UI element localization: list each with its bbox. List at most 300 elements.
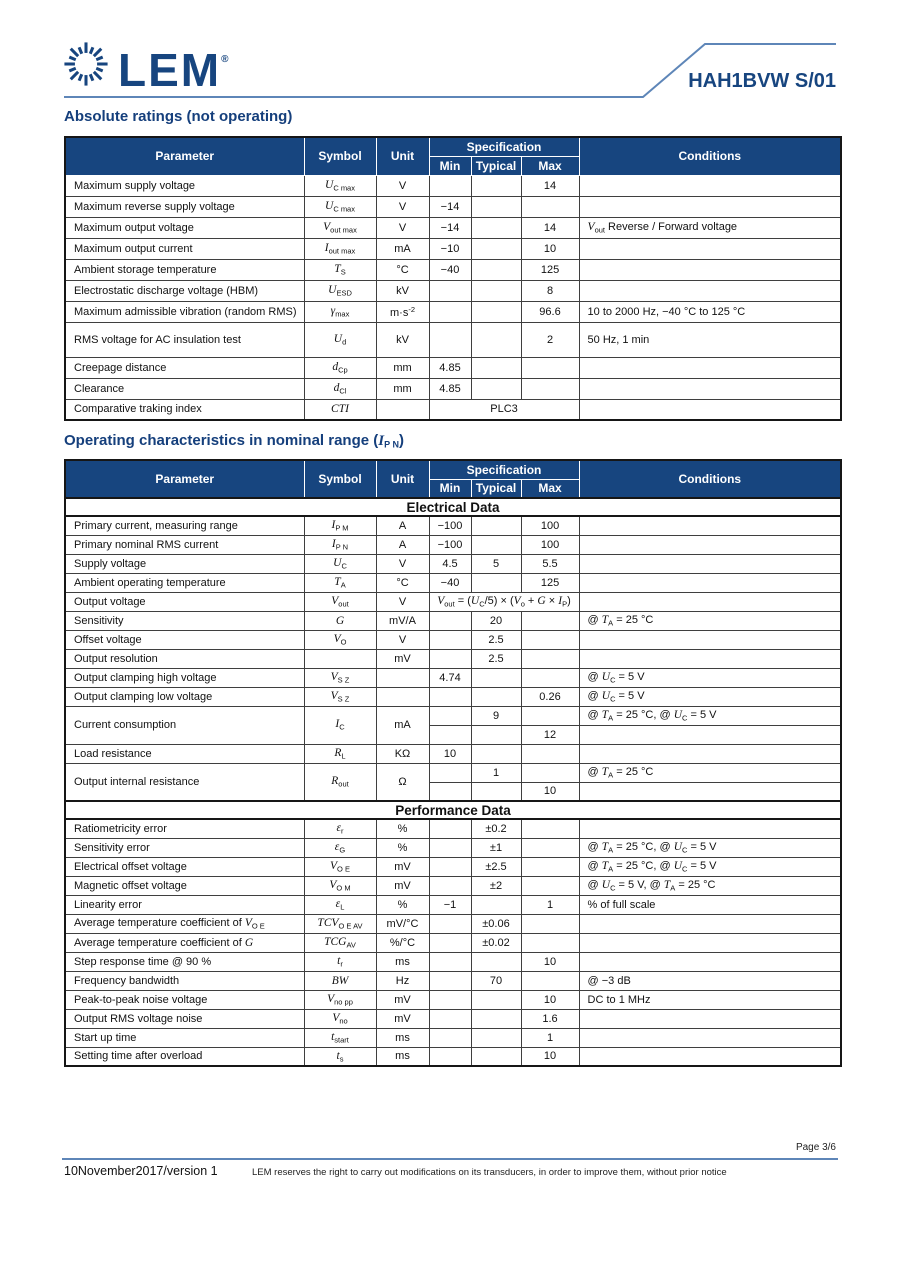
cell-max [521,378,579,399]
cell-symbol: G [304,611,376,630]
cell-max [521,819,579,838]
cell-max: 100 [521,516,579,535]
cell-symbol: $V_{S Z}$ [304,687,376,706]
cell-max [521,196,579,217]
cell-typical [471,217,521,238]
cell-conditions: @ $U_C = 5$ V, @ $T_A = 25$ °C [579,876,841,895]
col-header-parameter: Parameter [65,460,304,498]
table-row [65,573,841,592]
cell-typical [471,322,521,357]
cell-conditions [579,1028,841,1047]
cell-symbol: $I_C$ [304,706,376,744]
cell-symbol: $I_{P M}$ [304,516,376,535]
section-row [65,498,841,516]
cell-min: −14 [429,217,471,238]
cell-symbol: $\varepsilon_L$ [304,895,376,914]
cell-unit: A [376,535,429,554]
cell-parameter: Comparative traking index [65,399,304,420]
cell-min [429,1047,471,1066]
table-row [65,687,841,706]
table-row [65,175,841,196]
cell-min [429,687,471,706]
lem-wordmark-text: LEM [118,44,222,96]
cell-unit: mm [376,357,429,378]
cell-max [521,857,579,876]
cell-parameter: Ambient operating temperature [65,573,304,592]
cell-symbol: $TCV_{O E AV}$ [304,914,376,933]
cell-parameter: Primary current, measuring range [65,516,304,535]
col-header-unit: Unit [376,460,429,498]
cell-max [521,744,579,763]
cell-min [429,649,471,668]
footer-rule-line [62,1158,838,1160]
cell-unit: V [376,196,429,217]
cell-parameter: Output voltage [65,592,304,611]
table-row [65,876,841,895]
cell-symbol: $\gamma_{max}$ [304,301,376,322]
cell-conditions: 50 Hz, 1 min [579,322,841,357]
cell-max: 1 [521,1028,579,1047]
cell-max [521,357,579,378]
cell-typical: ±2.5 [471,857,521,876]
cell-parameter: Maximum admissible vibration (random RMS) [65,301,304,322]
cell-symbol: $U_d$ [304,322,376,357]
cell-typical [471,725,521,744]
cell-unit: V [376,217,429,238]
table-row [65,259,841,280]
cell-symbol: $\varepsilon_G$ [304,838,376,857]
cell-min [429,990,471,1009]
cell-symbol: $U_{C max}$ [304,175,376,196]
cell-parameter: Sensitivity [65,611,304,630]
cell-spec-span: PLC3 [429,399,579,420]
cell-typical [471,196,521,217]
cell-max: 10 [521,990,579,1009]
cell-unit: % [376,838,429,857]
cell-typical [471,238,521,259]
cell-parameter: Step response time @ 90 % [65,952,304,971]
footer-disclaimer: LEM reserves the right to carry out modifications on its transducers, in order to improve them, without prior notice [252,1167,727,1178]
cell-max: 1.6 [521,1009,579,1028]
cell-min: 4.74 [429,668,471,687]
col-header-specification: Specification [429,460,579,479]
cell-symbol: $d_{Cp}$ [304,357,376,378]
cell-min [429,725,471,744]
col-header-conditions: Conditions [579,137,841,175]
cell-min: −100 [429,535,471,554]
cell-parameter: Frequency bandwidth [65,971,304,990]
table-row [65,516,841,535]
cell-parameter: Electrical offset voltage [65,857,304,876]
cell-min [429,706,471,725]
cell-symbol: $t_s$ [304,1047,376,1066]
cell-symbol: $t_r$ [304,952,376,971]
cell-max: 10 [521,952,579,971]
table-row [65,895,841,914]
cell-unit: $m\cdot s^{-2}$ [376,301,429,322]
cell-symbol: $t_{start}$ [304,1028,376,1047]
cell-typical [471,573,521,592]
cell-unit: °C [376,259,429,280]
section-row [65,801,841,819]
cell-symbol: BW [304,971,376,990]
cell-unit: Hz [376,971,429,990]
cell-symbol: $T_A$ [304,573,376,592]
cell-min [429,914,471,933]
table-row [65,838,841,857]
cell-unit: ms [376,1028,429,1047]
cell-parameter: Maximum output voltage [65,217,304,238]
cell-parameter: Maximum supply voltage [65,175,304,196]
cell-conditions [579,630,841,649]
cell-conditions [579,933,841,952]
cell-unit: V [376,175,429,196]
cell-conditions: @ $T_A = 25$ °C, @ $U_C = 5$ V [579,706,841,725]
cell-typical [471,744,521,763]
cell-max: 0.26 [521,687,579,706]
cell-typical: 2.5 [471,649,521,668]
cell-conditions [579,535,841,554]
cell-max: 125 [521,573,579,592]
cell-conditions: @ $T_A = 25$ °C, @ $U_C = 5$ V [579,857,841,876]
cell-typical: 2.5 [471,630,521,649]
table-row [65,857,841,876]
cell-conditions: % of full scale [579,895,841,914]
cell-max [521,668,579,687]
col-header-max: Max [521,479,579,498]
table-row [65,971,841,990]
cell-max [521,649,579,668]
cell-max: 5.5 [521,554,579,573]
cell-unit: V [376,554,429,573]
cell-typical [471,687,521,706]
cell-min [429,280,471,301]
col-header-symbol: Symbol [304,460,376,498]
cell-symbol: $V_{no}$ [304,1009,376,1028]
cell-min: −40 [429,259,471,280]
cell-typical: ±0.2 [471,819,521,838]
cell-conditions [579,175,841,196]
col-header-parameter: Parameter [65,137,304,175]
cell-typical [471,357,521,378]
table-row [65,990,841,1009]
cell-symbol: $R_{out}$ [304,763,376,801]
table-row [65,399,841,420]
cell-conditions: @ $U_C = 5$ V [579,668,841,687]
cell-conditions [579,1047,841,1066]
cell-min [429,1009,471,1028]
cell-parameter: Output RMS voltage noise [65,1009,304,1028]
cell-conditions [579,378,841,399]
cell-unit: mV/A [376,611,429,630]
col-header-specification: Specification [429,137,579,156]
operating-characteristics-table [64,459,842,1067]
cell-parameter: Output internal resistance [65,763,304,801]
table-row [65,554,841,573]
footer-version: 10November2017/version 1 [64,1164,218,1178]
product-code: HAH1BVW S/01 [688,70,836,92]
cell-typical [471,895,521,914]
lem-logo [58,34,230,96]
cell-typical [471,259,521,280]
cell-typical: 9 [471,706,521,725]
cell-max: 1 [521,895,579,914]
cell-symbol: $I_{P N}$ [304,535,376,554]
cell-parameter: Maximum output current [65,238,304,259]
cell-min [429,952,471,971]
cell-parameter: Output clamping high voltage [65,668,304,687]
col-header-min: Min [429,479,471,498]
cell-min: −1 [429,895,471,914]
page-number: Page 3/6 [795,1142,836,1153]
cell-min [429,933,471,952]
cell-unit: mm [376,378,429,399]
cell-unit: mA [376,706,429,744]
cell-parameter: Creepage distance [65,357,304,378]
cell-max: 14 [521,217,579,238]
col-header-symbol: Symbol [304,137,376,175]
table-row [65,668,841,687]
table-row [65,592,841,611]
cell-min [429,819,471,838]
cell-typical [471,175,521,196]
cell-symbol: $d_{Cl}$ [304,378,376,399]
cell-max [521,706,579,725]
cell-unit: mV [376,876,429,895]
cell-typical [471,668,521,687]
col-header-max: Max [521,156,579,175]
cell-conditions [579,196,841,217]
cell-parameter: Clearance [65,378,304,399]
absolute-ratings-table [64,136,842,421]
cell-conditions: DC to 1 MHz [579,990,841,1009]
cell-max: 12 [521,725,579,744]
cell-conditions [579,744,841,763]
cell-max: 10 [521,1047,579,1066]
cell-min [429,763,471,782]
table-row [65,1047,841,1066]
table-row [65,322,841,357]
table-row [65,630,841,649]
cell-conditions [579,259,841,280]
section-row-title: Performance Data [65,801,841,819]
cell-parameter: Output resolution [65,649,304,668]
cell-min [429,971,471,990]
cell-min: 4.85 [429,357,471,378]
table-row [65,933,841,952]
cell-conditions [579,516,841,535]
table-row [65,649,841,668]
cell-parameter: Maximum reverse supply voltage [65,196,304,217]
cell-min [429,782,471,801]
cell-symbol: $V_{S Z}$ [304,668,376,687]
cell-min: −40 [429,573,471,592]
cell-conditions [579,280,841,301]
cell-conditions: @ $T_A = 25$ °C [579,611,841,630]
cell-unit: V [376,630,429,649]
cell-symbol: $T_S$ [304,259,376,280]
cell-unit: mV [376,1009,429,1028]
cell-parameter: Offset voltage [65,630,304,649]
cell-max [521,838,579,857]
table-row [65,217,841,238]
cell-symbol: $V_{out}$ [304,592,376,611]
cell-conditions: @ $U_C = 5$ V [579,687,841,706]
cell-max [521,914,579,933]
cell-symbol: $U_{ESD}$ [304,280,376,301]
cell-max [521,763,579,782]
cell-min [429,838,471,857]
cell-conditions [579,399,841,420]
cell-max: 2 [521,322,579,357]
col-header-typical: Typical [471,156,521,175]
cell-typical [471,301,521,322]
cell-symbol [304,649,376,668]
col-header-typical: Typical [471,479,521,498]
cell-min [429,611,471,630]
cell-unit: A [376,516,429,535]
cell-parameter: Setting time after overload [65,1047,304,1066]
cell-min [429,876,471,895]
table-row [65,301,841,322]
cell-symbol: $U_{C max}$ [304,196,376,217]
cell-min: 10 [429,744,471,763]
cell-min: −10 [429,238,471,259]
cell-parameter: RMS voltage for AC insulation test [65,322,304,357]
cell-conditions [579,592,841,611]
cell-parameter: Linearity error [65,895,304,914]
cell-min: 4.5 [429,554,471,573]
cell-conditions: @ −3 dB [579,971,841,990]
cell-conditions [579,357,841,378]
cell-typical [471,952,521,971]
cell-conditions: 10 to 2000 Hz, −40 °C to 125 °C [579,301,841,322]
cell-conditions [579,952,841,971]
col-header-min: Min [429,156,471,175]
table-row [65,706,841,725]
table-header-row [65,460,841,479]
lem-wordmark [118,34,230,96]
table-row [65,1028,841,1047]
cell-symbol: $R_L$ [304,744,376,763]
table-row [65,819,841,838]
cell-symbol: $TCG_{AV}$ [304,933,376,952]
table-row [65,535,841,554]
cell-typical: 1 [471,763,521,782]
cell-parameter: Electrostatic discharge voltage (HBM) [65,280,304,301]
cell-unit [376,687,429,706]
cell-unit: kV [376,280,429,301]
cell-conditions [579,1009,841,1028]
table-row [65,357,841,378]
cell-max: 10 [521,238,579,259]
cell-conditions [579,573,841,592]
cell-unit: mV [376,857,429,876]
cell-unit: mA [376,238,429,259]
table-row [65,763,841,782]
cell-conditions: @ $T_A = 25$ °C, @ $U_C = 5$ V [579,838,841,857]
cell-parameter: Average temperature coefficient of G [65,933,304,952]
cell-max: 100 [521,535,579,554]
cell-conditions [579,649,841,668]
table-row [65,744,841,763]
registered-mark: ® [221,54,231,65]
table-row [65,378,841,399]
cell-min [429,630,471,649]
cell-symbol: $V_{no pp}$ [304,990,376,1009]
cell-parameter: Load resistance [65,744,304,763]
cell-parameter: Peak-to-peak noise voltage [65,990,304,1009]
cell-min [429,1028,471,1047]
cell-conditions [579,819,841,838]
col-header-conditions: Conditions [579,460,841,498]
cell-unit: mV/°C [376,914,429,933]
cell-typical [471,516,521,535]
cell-min: −14 [429,196,471,217]
cell-unit: mV [376,649,429,668]
cell-typical [471,1028,521,1047]
cell-symbol: $\varepsilon_r$ [304,819,376,838]
cell-unit: % [376,819,429,838]
cell-unit [376,399,429,420]
table-row [65,280,841,301]
section-title-absolute-ratings: Absolute ratings (not operating) [64,108,293,125]
cell-parameter: Average temperature coefficient of $V_{O E}$ [65,914,304,933]
cell-max [521,611,579,630]
cell-unit [376,668,429,687]
cell-conditions [579,238,841,259]
cell-symbol: $I_{out max}$ [304,238,376,259]
cell-parameter: Output clamping low voltage [65,687,304,706]
cell-min [429,301,471,322]
cell-conditions: @ $T_A = 25$ °C [579,763,841,782]
cell-typical: ±0.02 [471,933,521,952]
cell-conditions: $V_{out}$ Reverse / Forward voltage [579,217,841,238]
cell-parameter: Sensitivity error [65,838,304,857]
cell-parameter: Ambient storage temperature [65,259,304,280]
cell-max [521,933,579,952]
cell-parameter: Magnetic offset voltage [65,876,304,895]
cell-unit: kV [376,322,429,357]
cell-unit: V [376,592,429,611]
col-header-unit: Unit [376,137,429,175]
section-row-title: Electrical Data [65,498,841,516]
cell-min: 4.85 [429,378,471,399]
cell-conditions [579,782,841,801]
cell-parameter: Primary nominal RMS current [65,535,304,554]
cell-min: −100 [429,516,471,535]
cell-typical: 70 [471,971,521,990]
cell-typical: 20 [471,611,521,630]
cell-max [521,971,579,990]
cell-unit: °C [376,573,429,592]
cell-symbol: $V_{out max}$ [304,217,376,238]
cell-max: 10 [521,782,579,801]
cell-typical [471,378,521,399]
table-row [65,1009,841,1028]
cell-max: 125 [521,259,579,280]
cell-parameter: Start up time [65,1028,304,1047]
cell-max: 14 [521,175,579,196]
cell-parameter: Ratiometricity error [65,819,304,838]
cell-min [429,857,471,876]
cell-unit: ms [376,1047,429,1066]
cell-max [521,876,579,895]
cell-unit: % [376,895,429,914]
table-row [65,952,841,971]
cell-typical [471,782,521,801]
cell-typical [471,990,521,1009]
